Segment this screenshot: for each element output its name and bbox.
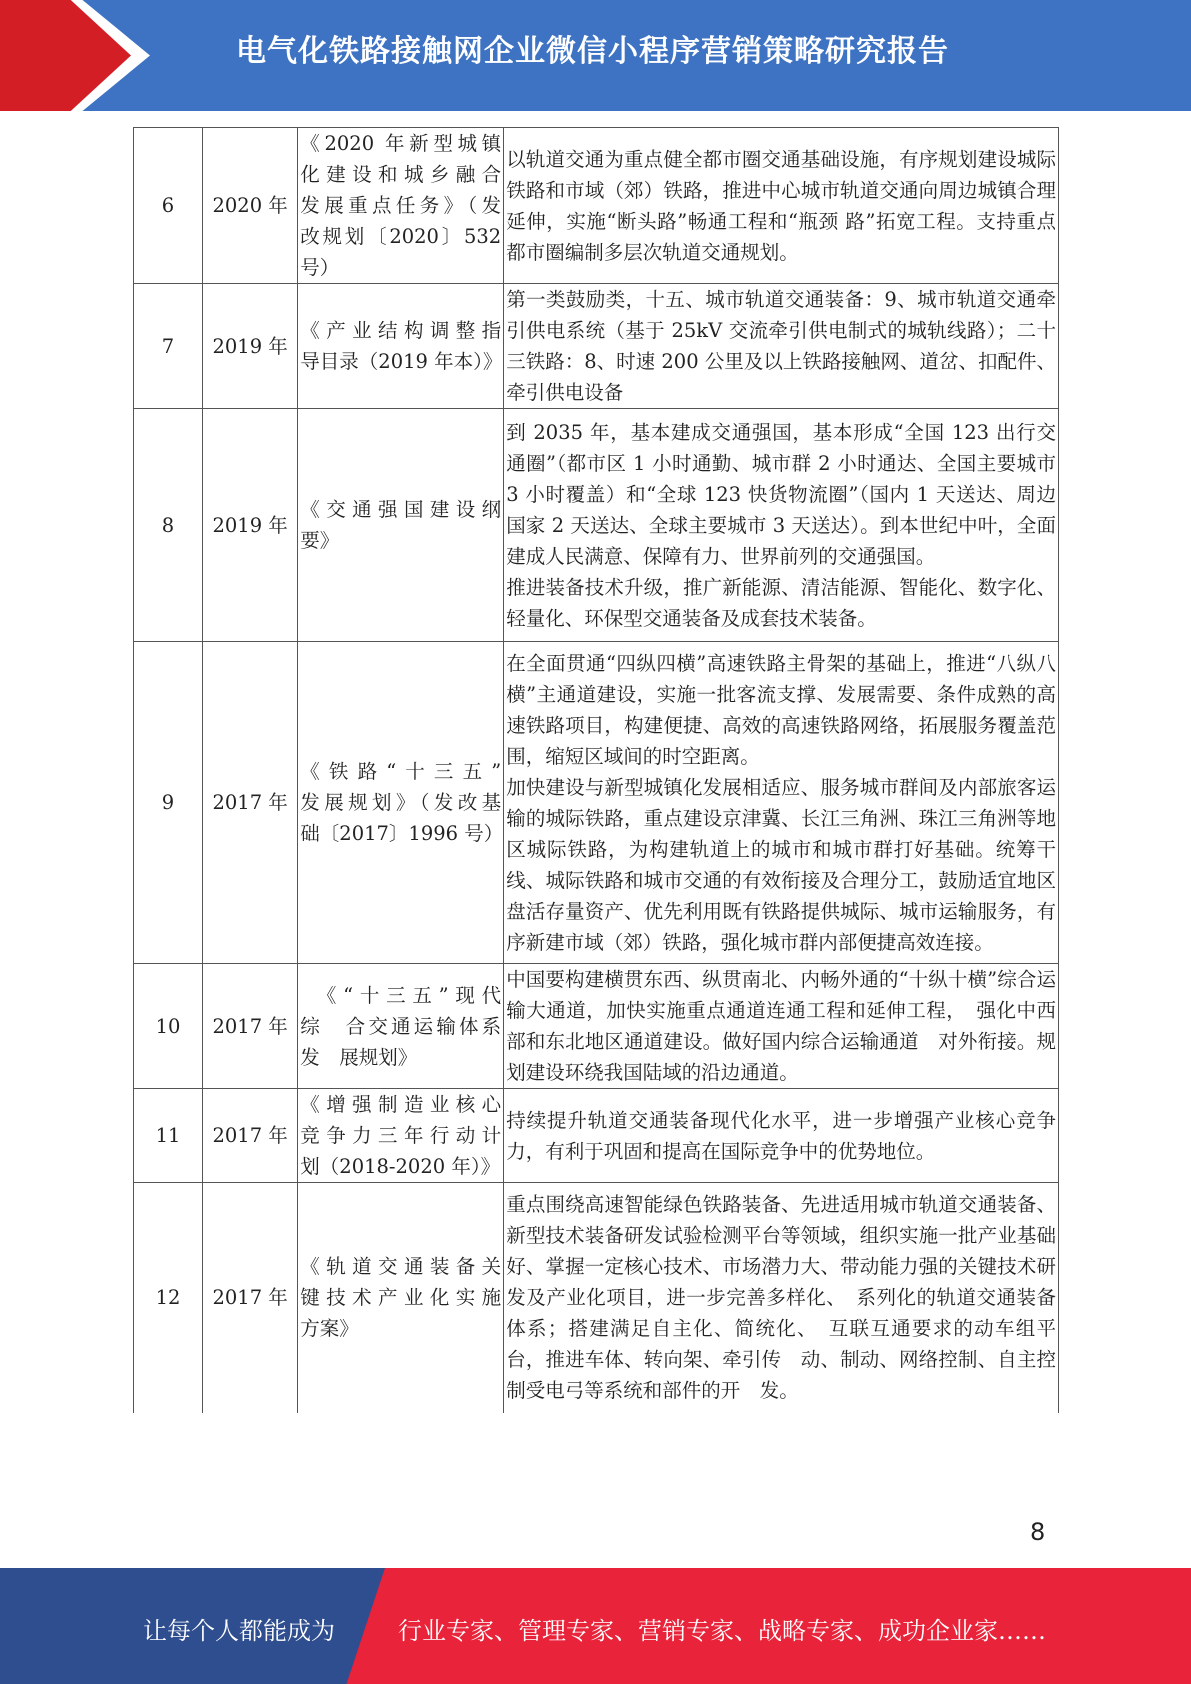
year-cell: 2019 年 [202, 284, 297, 409]
policy-content-cell [504, 1183, 1059, 1413]
policy-name-line: 《铁路“十三五” [300, 760, 502, 783]
table-row [134, 284, 1059, 409]
page-header [0, 0, 1191, 111]
policy-name-line: 发展重点任务》（发 [300, 194, 502, 217]
row-number-cell: 10 [134, 964, 203, 1089]
policy-content-cell [504, 642, 1059, 964]
policy-name-cell [298, 964, 504, 1089]
policy-name-line: 综 合交通运输体系 [300, 1014, 502, 1038]
policy-name-line: 键技术产业化实施 [300, 1286, 502, 1310]
policy-table-body [134, 128, 1059, 1413]
policy-content-cell [504, 964, 1059, 1089]
header-chevron-red-decoration [0, 0, 131, 111]
policy-content-paragraph: 持续提升轨道交通装备现代化水平，进一步增强产业核心竞争力，有利于巩固和提高在国际竞争中的优势地位。 [506, 1108, 1056, 1163]
policy-name-line: 要》 [300, 529, 340, 552]
policy-content-paragraph: 加快建设与新型城镇化发展相适应、服务城市群间及内部旅客运输的城际铁路，重点建设京津冀、长江三角洲、珠江三角洲等地区城际铁路，为构建轨道上的城市和城市群打好基础。统筹干线、城际铁路和城市交通的有效衔接及合理分工，鼓励适宜地区盘活存量资产、优先利用既有铁路提供城际、城市运输服务，有序新建市域（郊）铁路，强化城市群内部便捷高效连接。 [506, 775, 1056, 954]
policy-table [133, 127, 1059, 1413]
footer-slogan-left: 让每个人都能成为 [143, 1617, 335, 1645]
table-row [134, 409, 1059, 642]
policy-name-line: 础〔2017〕1996 号） [300, 822, 504, 845]
row-number-cell: 11 [134, 1089, 203, 1183]
policy-content-cell [504, 284, 1059, 409]
policy-content-paragraph: 在全面贯通“四纵四横”高速铁路主骨架的基础上，推进“八纵八横”主通道建设，实施一批客流支撑、发展需要、条件成熟的高速铁路项目，构建便捷、高效的高速铁路网络，拓展服务覆盖范围，缩短区域间的时空距离。 [506, 651, 1056, 768]
footer-slogan-right: 行业专家、管理专家、营销专家、战略专家、成功企业家…… [398, 1617, 1046, 1645]
table-row [134, 1183, 1059, 1413]
policy-name-cell [298, 1089, 504, 1183]
policy-content-paragraph: 第一类鼓励类，十五、城市轨道交通装备：9、城市轨道交通牵引供电系统（基于 25kV 交流牵引供电制式的城轨线路）；二十三铁路：8、时速 200 公里及以上铁路接触网、道岔、扣配件、牵引供电设备 [506, 288, 1056, 404]
row-number-cell: 6 [134, 128, 203, 284]
policy-name-line: 划（2018-2020 年）》 [300, 1155, 501, 1178]
year-cell: 2017 年 [202, 642, 297, 964]
policy-name-line: 《产业结构调整指 [300, 319, 502, 342]
policy-name-line: 导目录（2019 年本）》 [300, 350, 503, 373]
policy-content-paragraph: 以轨道交通为重点健全都市圈交通基础设施，有序规划建设城际铁路和市域（郊）铁路，推进中心城市轨道交通向周边城镇合理延伸，实施“断头路”畅通工程和“瓶颈 路”拓宽工程。支持重点都市圈编制多层次轨道交通规划。 [506, 147, 1056, 264]
policy-name-line: 方案》 [300, 1317, 359, 1341]
policy-content-paragraph: 中国要构建横贯东西、纵贯南北、内畅外通的“十纵十横”综合运输大通道，加快实施重点通道连通工程和延伸工程， 强化中西部和东北地区通道建设。做好国内综合运输通道 对外衔接。规划建设环绕我国陆域的沿边通道。 [506, 968, 1056, 1084]
year-cell: 2019 年 [202, 409, 297, 642]
row-number-cell: 9 [134, 642, 203, 964]
policy-name-line: 《交通强国建设纲 [300, 498, 502, 521]
table-row [134, 1089, 1059, 1183]
policy-name-cell [298, 1183, 504, 1413]
policy-name-line: 改规划〔2020〕532 [300, 225, 502, 248]
policy-name-cell [298, 409, 504, 642]
policy-name-cell [298, 642, 504, 964]
policy-name-cell [298, 284, 504, 409]
policy-name-line: 竞争力三年行动计 [300, 1124, 502, 1147]
page-footer [0, 1568, 1191, 1684]
policy-name-line: 《“十三五”现代 [300, 983, 502, 1007]
policy-content-cell [504, 409, 1059, 642]
row-number-cell: 8 [134, 409, 203, 642]
year-cell: 2017 年 [202, 1183, 297, 1413]
policy-name-line: 发 展规划》 [300, 1045, 418, 1069]
year-cell: 2017 年 [202, 964, 297, 1089]
page-number: 8 [1030, 1518, 1046, 1546]
policy-name-line: 《增强制造业核心 [300, 1093, 502, 1116]
policy-content-paragraph: 推进装备技术升级，推广新能源、清洁能源、智能化、数字化、轻量化、环保型交通装备及成套技术装备。 [506, 575, 1056, 630]
policy-name-cell [298, 128, 504, 284]
report-title: 电气化铁路接触网企业微信小程序营销策略研究报告 [236, 34, 949, 69]
policy-name-line: 发展规划》（发改基 [300, 791, 502, 814]
policy-content-paragraph: 到 2035 年，基本建成交通强国，基本形成“全国 123 出行交通圈”（都市区 1 小时通勤、城市群 2 小时通达、全国主要城市 3 小时覆盖）和“全球 123 快货物流圈”（国内 1 天送达、周边国家 2 天送达、全球主要城市 3 天送达）。到本世纪中叶，全面建成人民满意、保障有力、世界前列的交通强国。 [506, 420, 1056, 568]
table-row [134, 964, 1059, 1089]
year-cell: 2017 年 [202, 1089, 297, 1183]
policy-content-paragraph: 重点围绕高速智能绿色铁路装备、先进适用城市轨道交通装备、新型技术装备研发试验检测平台等领域，组织实施一批产业基础好、掌握一定核心技术、市场潜力大、带动能力强的关键技术研发及产业化项目，进一步完善多样化、 系列化的轨道交通装备体系；搭建满足自主化、简统化、 互联互通要求的动车组平台，推进车体、转向架、牵引传 动、制动、网络控制、自主控制受电弓等系统和部件的开 发。 [506, 1193, 1056, 1403]
policy-content-cell [504, 128, 1059, 284]
table-row [134, 642, 1059, 964]
policy-name-line: 《2020 年新型城镇 [300, 132, 502, 155]
policy-name-line: 《轨道交通装备关 [300, 1255, 502, 1279]
row-number-cell: 12 [134, 1183, 203, 1413]
year-cell: 2020 年 [202, 128, 297, 284]
policy-name-line: 号） [300, 256, 340, 279]
policy-content-cell [504, 1089, 1059, 1183]
table-row [134, 128, 1059, 284]
row-number-cell: 7 [134, 284, 203, 409]
policy-name-line: 化建设和城乡融合 [300, 163, 502, 186]
